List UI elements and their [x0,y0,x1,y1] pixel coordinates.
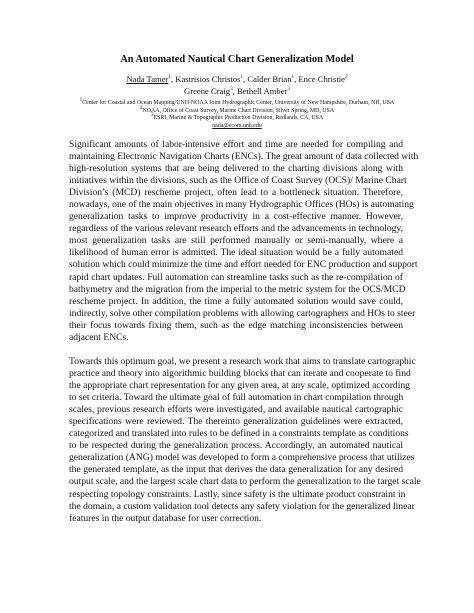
affiliation-list [0,97,474,131]
text-line: practice and theory into algorithmic building blocks that can iterate and cooperate to find [69,368,411,380]
author-list [0,74,474,97]
author-affiliation-marker: 1 [291,74,295,81]
abstract-paragraph-1 [69,139,419,344]
author-name: Kastrisios Christos [175,74,241,84]
text-line: the generated template, as the input that derives the data generalization for any desired [69,464,403,476]
affiliation-text: Center for Coastal and Ocean Mapping/UNH-NOAA Joint Hydrographic Center, University of New Hampshire, Durham, NH, USA [82,100,395,106]
text-line: their focus towards fixing them, such as the edge matching inconsistencies between [69,319,403,331]
text-line: output scale, and the largest scale chart data to perform the generalization to the target scale [69,476,421,488]
author-name: Ence Christie [298,74,345,84]
affiliation-marker: 3 [150,112,154,119]
text-line: respecting topology constraints. Lastly, since safety is the ultimate product constraint in [69,488,406,500]
text-line: generalization tasks to improve productivity in a cost-effective manner. However, [69,211,403,223]
author-affiliation-marker: 3 [230,85,233,92]
contact-email[interactable] [0,123,474,131]
text-line: maintaining Electronic Navigation Charts (ENCs). The great amount of data collected with [69,151,419,163]
author-line-2: Greene Craig$^3$, Bethell Amber$^3$ [184,85,290,96]
text-line: regardless of the various relevant research efforts and the advancements in technology, [69,223,403,235]
author-line-1: Nada Tamer$^1$, Kastrisios Christos$^1$, Calder Brian$^1$, Ence Christie$^2$ [126,74,348,84]
text-line: Significant amounts of labor-intensive effort and time are needed for compiling and [69,139,403,150]
text-line: specifications were reviewed. The thereinto generalization guidelines were extracted, [69,416,403,428]
author-name: Greene Craig [184,85,231,96]
text-line: to set criteria. Toward the ultimate goal of full automation in chart compilation through [69,392,404,404]
text-line: features in the output database for user correction. [69,512,262,524]
author-name: Nada Tamer [126,74,169,84]
text-line: the domain, a custom validation tool detects any safety violation for the generalized linear [69,500,415,512]
text-line: scales, previous research efforts were investigated, and available nautical cartographic [69,404,403,416]
author-name: Bethell Amber [237,85,288,96]
author-affiliation-marker: 3 [287,85,290,92]
text-line: Division’s (MCD) rescheme project, often lead to a bottleneck situation. Therefore, [69,187,403,199]
text-line: most generalization tasks are still performed manually or semi-manually, where a [69,235,403,247]
text-line: the appropriate chart representation for any given area, at any scale, optimized according [69,380,410,392]
text-line: generalization (ANG) model was developed to form a comprehensive process that utilizes [69,452,415,464]
author-affiliation-marker: 1 [168,74,171,81]
text-line: initiatives within the divisions, such as the Office of Coast Survey (OCS)/ Marine Chart [69,175,407,187]
text-line: adjacent ENCs. [69,331,129,343]
text-line: rescheme project. In addition, the time a fully automated solution would save could, [69,295,403,307]
email-link[interactable]: nada@ccom.unh.edu [212,123,262,130]
author-affiliation-marker: 1 [240,74,244,81]
author-affiliation-marker: 2 [344,74,348,81]
text-line: nowadays, one of the main objectives in many Hydrographic Offices (HOs) is automating [69,199,414,211]
text-line: Towards this optimum goal, we present a research work that aims to translate cartographic [69,356,416,367]
text-line: to be respected during the generalization process. Accordingly, an automated nautical [69,440,403,452]
affiliation-text: ESRI, Marine & Topographic Production Division, Redlands, CA, USA [153,115,324,122]
text-line: high-resolution systems that are being delivered to the charting divisions along with [69,163,403,175]
abstract-paragraph-2 [69,356,421,525]
affiliation-item [0,112,474,123]
text-line: categorized and translated into rules to be defined in a constraints template as conditions [69,428,409,440]
paper-title: An Automated Nautical Chart Generalization Model [120,54,354,65]
affiliation-marker: 1 [79,97,83,104]
text-line: bathymetry and the migration from the imperial to the metric system for the OCS/MCD [69,283,406,295]
affiliation-item [0,97,474,108]
affiliation-text: NOAA, Office of Coast Survey, Marine Chart Division, Silver Spring, MD, USA [142,107,335,114]
text-line: likelihood of human error is admitted. The ideal situation would be a fully automated [69,247,403,259]
affiliation-marker: 2 [139,104,143,111]
text-line: solution which could minimize the time and effort needed for ENC production and support [69,259,418,271]
author-name: Calder Brian [247,74,292,84]
text-line: indirectly, solve other compilation problems with allowing cartographers and HOs to steer [69,307,416,319]
text-line: rapid chart updates. Full automation can streamline tasks such as the re-compilation of [69,271,403,283]
